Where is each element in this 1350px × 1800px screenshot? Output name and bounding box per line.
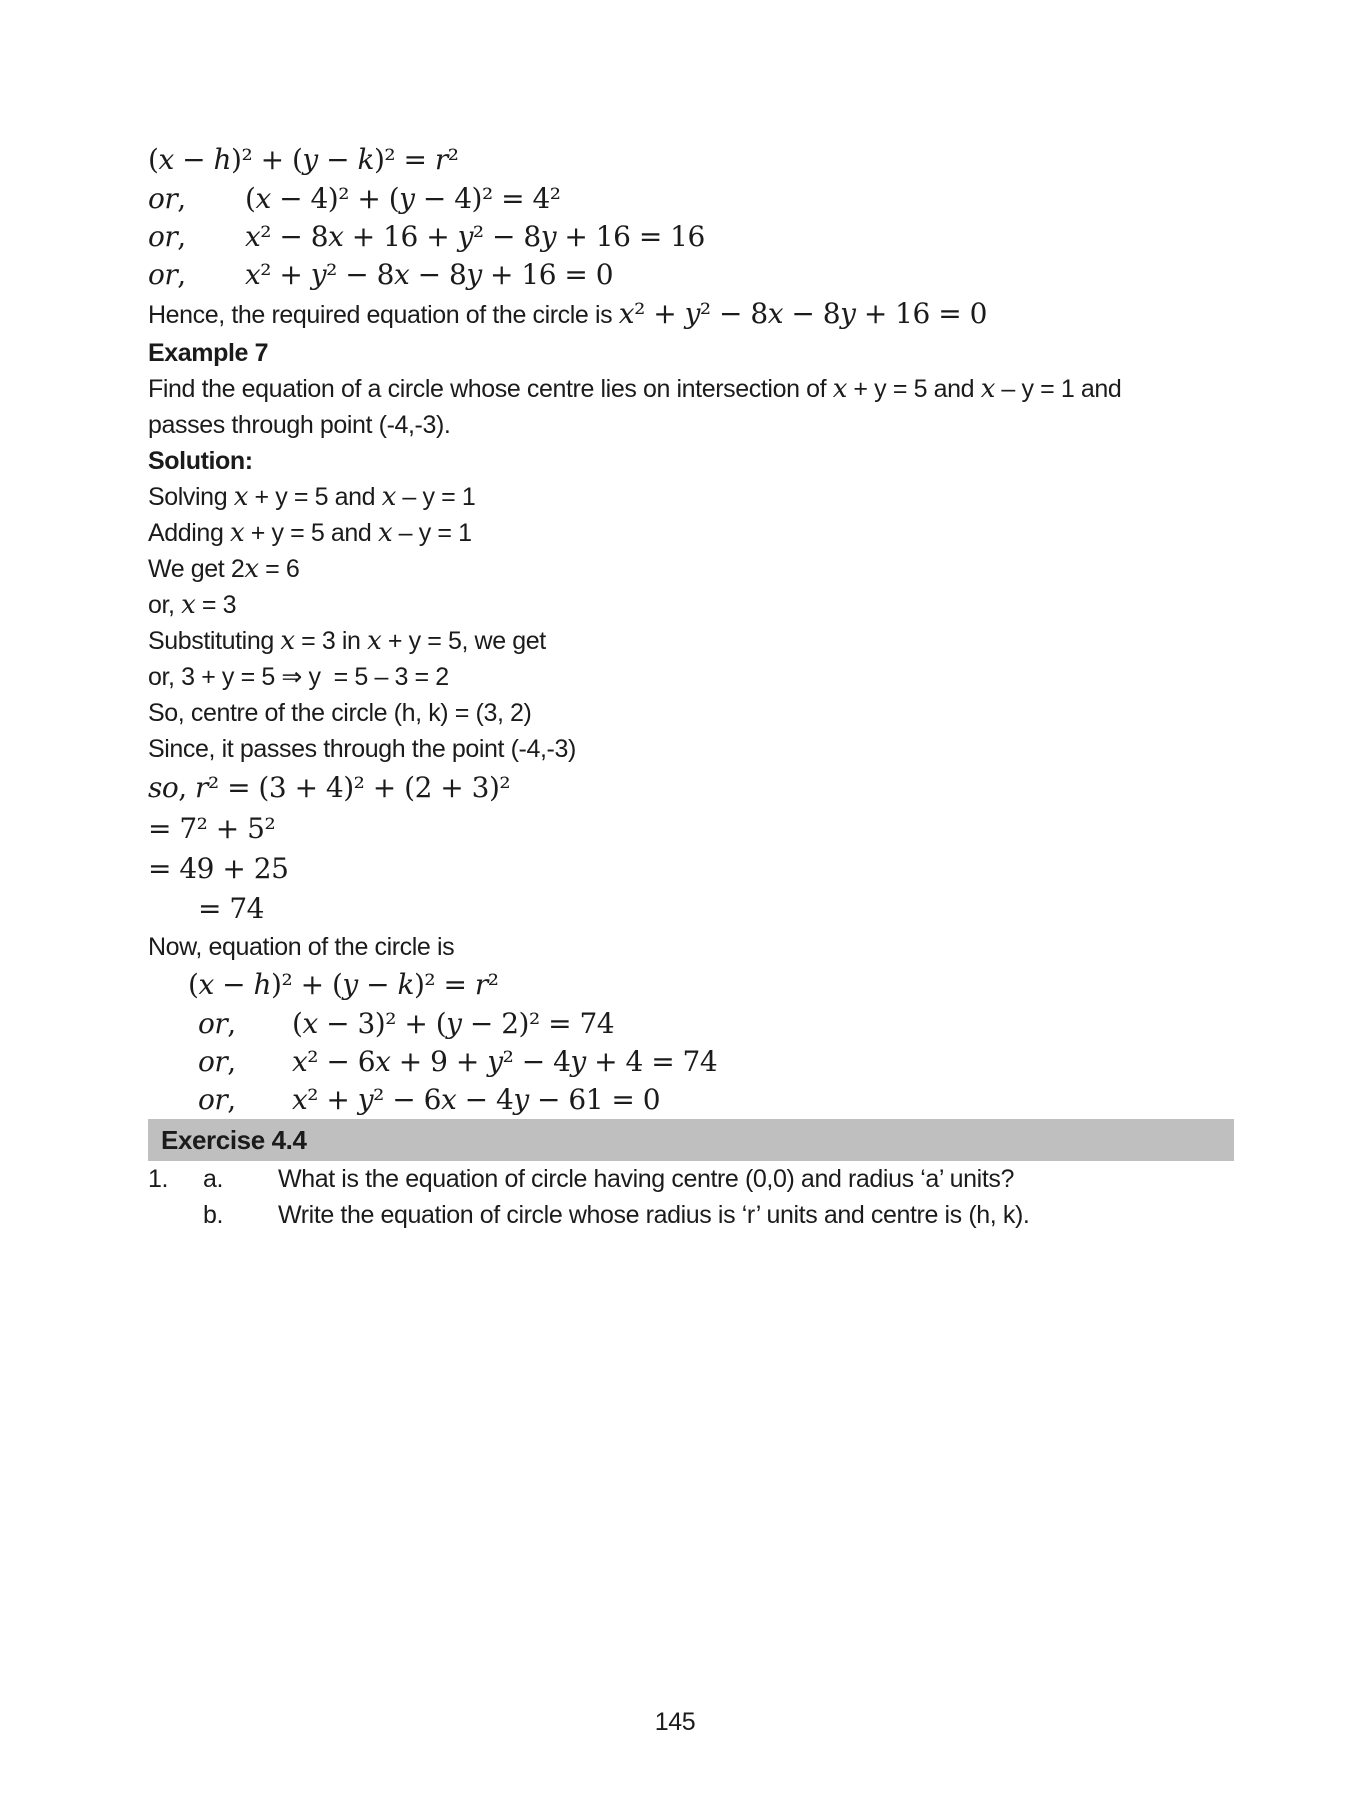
question-number [148,1197,203,1233]
var-x: x [377,518,393,548]
page-number: 145 [654,1708,696,1736]
equation: x² + y² − 8x − 8y + 16 = 0 [245,258,614,291]
substituting-line: Substituting x = 3 in x + y = 5, we get [148,626,546,656]
question-text: What is the equation of circle having centre (0,0) and radius ‘a’ units? [278,1165,1014,1193]
var-x: x [381,482,396,512]
or-x-line: or, x = 3 [148,590,237,620]
question-number: 1. [148,1165,169,1193]
derivation2-step-2 [148,1043,1204,1081]
equation: (x − 3)² + (y − 2)² = 74 [292,1007,615,1040]
radius-equation: so, r² = (3 + 4)² + (2 + 3)² [148,771,511,804]
adding-line: Adding x + y = 5 and x – y = 1 [148,518,472,548]
or-label: or, [148,258,186,291]
exercise-q1b-row [148,1197,1204,1233]
var-x: x [367,626,382,656]
or-label: or, [198,1083,236,1116]
centre-line: So, centre of the circle (h, k) = (3, 2) [148,699,532,727]
radius-sum: = 49 + 25 [148,852,289,885]
page-content [148,140,1204,1233]
radius-squares: = 7² + 5² [148,812,276,845]
derivation1-step-3 [148,256,1204,294]
example-7-heading: Example 7 [148,339,269,367]
var-x: x [233,482,248,512]
passes-through-line: Since, it passes through the point (-4,-3) [148,735,576,763]
equation: (x − 4)² + (y − 4)² = 4² [245,182,561,215]
var-x: x [181,590,196,620]
question-letter: b. [203,1201,224,1229]
radius-total: = 74 [198,892,264,925]
conclusion-text: Hence, the required equation of the circle is [148,301,619,329]
equation-general-circle-2: (x − h)² + (y − k)² = r² [188,968,499,1001]
var-x: x [980,374,995,404]
derivation1-step-1 [148,180,1204,218]
equation-general-circle-1: (x − h)² + (y − k)² = r² [148,143,459,176]
exercise-section-header [148,1119,1234,1161]
we-get-line: We get 2x = 6 [148,554,300,584]
derivation1-step-2 [148,218,1204,256]
var-x: x [230,518,245,548]
or-label: or, [198,1045,236,1078]
derivation2-step-1 [148,1005,1204,1043]
or-y-line: or, 3 + y = 5 ⇒ y = 5 – 3 = 2 [148,663,449,691]
example-7-problem: Find the equation of a circle whose centre lies on intersection of x + y = 5 and x – y = 1 and passes through point (-4,-3). [148,374,1122,439]
equation: x² + y² − 6x − 4y − 61 = 0 [292,1083,661,1116]
var-x: x [244,554,259,584]
conclusion-equation: x² + y² − 8x − 8y + 16 = 0 [618,297,987,330]
or-label: or, [148,182,186,215]
now-equation-line: Now, equation of the circle is [148,933,455,961]
hence-conclusion-line [148,294,1204,335]
equation: x² − 8x + 16 + y² − 8y + 16 = 16 [245,220,705,253]
exercise-q1a-row [148,1161,1204,1197]
or-label: or, [148,220,186,253]
question-text: Write the equation of circle whose radius is ‘r’ units and centre is (h, k). [278,1201,1030,1229]
exercise-title: Exercise 4.4 [161,1124,307,1155]
var-x: x [832,374,847,404]
solution-heading: Solution: [148,447,253,475]
question-letter: a. [203,1165,224,1193]
solving-line: Solving x + y = 5 and x – y = 1 [148,482,476,512]
or-label: or, [198,1007,236,1040]
equation: x² − 6x + 9 + y² − 4y + 4 = 74 [292,1045,718,1078]
var-x: x [280,626,295,656]
derivation2-step-3 [148,1081,1204,1119]
